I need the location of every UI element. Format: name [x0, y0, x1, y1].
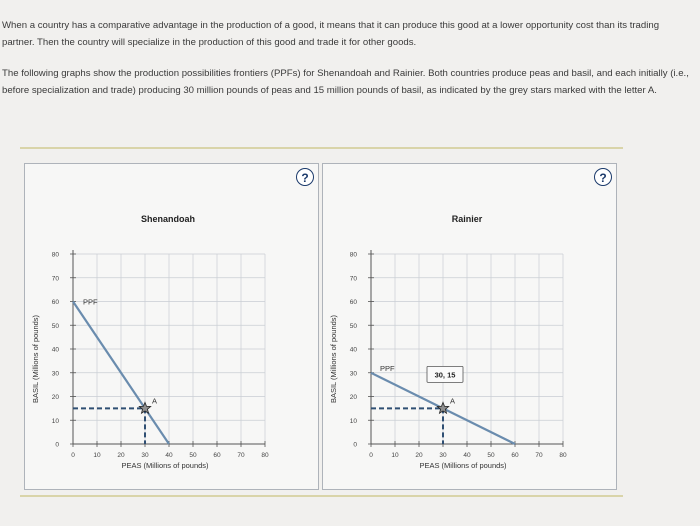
y-tick-label: 30 — [349, 370, 357, 378]
bottom-divider — [20, 495, 623, 497]
y-tick-label: 80 — [349, 251, 357, 259]
x-tick-label: 70 — [535, 452, 543, 459]
shenandoah-chart[interactable] — [25, 164, 318, 489]
x-tick-label: 80 — [559, 452, 567, 459]
y-tick-label: 10 — [349, 417, 357, 425]
x-tick-label: 10 — [93, 452, 101, 459]
help-icon[interactable]: ? — [296, 168, 314, 186]
intro-paragraph-2: The following graphs show the production possibilities frontiers (PPFs) for Shenandoah and Rainier. Both countries produce peas and basil, and each initially (i.e., before specialization and trade) producing 30 million pounds of peas and 15 million pounds of basil, as indicated by the grey stars marked with the letter A. — [2, 68, 689, 96]
rainier-graph-panel — [322, 163, 617, 490]
y-tick-label: 20 — [349, 394, 357, 401]
x-tick-label: 40 — [463, 452, 471, 459]
intro-paragraph-1: When a country has a comparative advantage in the production of a good, it means that it can produce this good at a lower opportunity cost than its trading partner. Then the country will specialize in the production of this good and trade it for other goods. — [2, 20, 660, 48]
y-tick-label: 80 — [51, 251, 59, 259]
y-tick-label: 50 — [51, 322, 59, 330]
chart-title: Shenandoah — [140, 214, 196, 224]
x-tick-label: 0 — [71, 452, 75, 459]
x-tick-label: 70 — [237, 452, 245, 459]
shenandoah-graph-panel — [24, 163, 319, 490]
x-tick-label: 80 — [261, 452, 269, 459]
x-axis-label: PEAS (Millions of pounds) — [419, 461, 507, 470]
x-tick-label: 50 — [189, 452, 197, 459]
y-tick-label: 40 — [51, 346, 59, 354]
y-axis-label: BASIL (Millions of pounds) — [329, 314, 338, 404]
x-tick-label: 20 — [117, 452, 125, 459]
point-callout-text: 30, 15 — [434, 370, 456, 380]
y-tick-label: 60 — [51, 299, 59, 306]
y-tick-label: 70 — [349, 275, 357, 283]
y-tick-label: 50 — [349, 322, 357, 330]
x-tick-label: 60 — [511, 452, 519, 459]
help-icon[interactable]: ? — [594, 168, 612, 186]
point-label: A — [152, 396, 158, 406]
x-tick-label: 0 — [369, 452, 373, 459]
y-tick-label: 60 — [349, 299, 357, 306]
y-tick-label: 10 — [51, 417, 59, 425]
x-tick-label: 60 — [213, 452, 221, 459]
x-tick-label: 20 — [415, 452, 423, 459]
y-tick-label: 70 — [51, 275, 59, 283]
y-tick-label: 40 — [349, 346, 357, 354]
ppf-label: PPF — [83, 297, 98, 307]
point-label: A — [450, 396, 456, 406]
y-axis-label: BASIL (Millions of pounds) — [31, 314, 40, 404]
ppf-label: PPF — [380, 363, 395, 373]
x-tick-label: 30 — [141, 452, 149, 459]
y-tick-label: 30 — [51, 370, 59, 378]
x-tick-label: 40 — [165, 452, 173, 459]
y-tick-label: 0 — [55, 441, 59, 449]
y-tick-label: 20 — [51, 394, 59, 401]
rainier-chart[interactable] — [323, 164, 616, 489]
top-divider — [20, 147, 623, 149]
chart-title: Rainier — [451, 214, 483, 224]
x-tick-label: 30 — [439, 452, 447, 459]
y-tick-label: 0 — [353, 441, 357, 449]
x-tick-label: 50 — [487, 452, 495, 459]
x-axis-label: PEAS (Millions of pounds) — [121, 461, 209, 470]
x-tick-label: 10 — [391, 452, 399, 459]
